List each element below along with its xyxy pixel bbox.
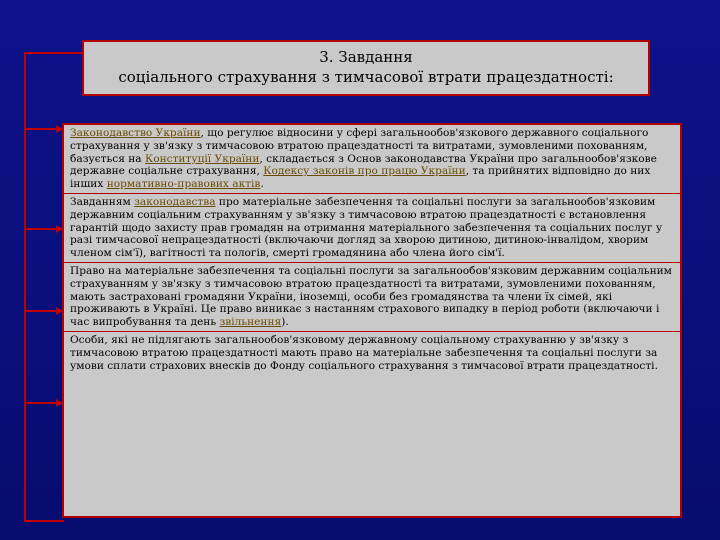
inline-link[interactable]: Кодексу законів про працю України [263, 165, 466, 178]
left-connector-top [24, 52, 84, 54]
paragraph-text: про матеріальне забезпечення та соціальні послуги за загальнообов'язковим державним соціальним страхуванням у зв'язку з тимчасовою втратою працездатності є встановлення гарантій щодо захисту прав громадян на отримання матеріального забезпечення та соціальних послуг у разі тимчасової непрацездатності (включаючи догляд за хворою дитиною, дитиною-інвалідом, хворим членом сім'ї), вагітності та пологів, смерті громадянина або члена його сім'ї. [70, 195, 663, 260]
inline-link[interactable]: звільнення [219, 316, 282, 329]
paragraph-text: , складається з Основ законодавства України про загальнообов'язкове державне соціальне страхування, [70, 152, 657, 178]
inline-link[interactable]: нормативно-правових актів [106, 178, 261, 191]
branch-bottom [24, 520, 64, 522]
inline-link[interactable]: Конституції України [145, 152, 260, 165]
paragraph-text: , що регулює відносини у сфері загальнообов'язкового державного соціального страхування у зв'язку з тимчасовою втратою працездатності та витратами, зумовленими похованням, базується на [70, 127, 649, 165]
paragraph-text: Особи, які не підлягають загальнообов'язковому державному соціальному страхуванню у зв'язку з тимчасовою втратою працездатності мають право на матеріальне забезпечення та соціальні послуги за умови сплати страхових внесків до Фонду соціального страхування з тимчасової втрати працездатності. [70, 333, 658, 372]
title-line-2: соціального страхування з тимчасової втрати працездатності: [118, 68, 614, 86]
paragraph-text: , та прийнятих відповідно до них інших [70, 165, 651, 191]
paragraph-item [64, 263, 680, 332]
content-panel [62, 123, 682, 518]
paragraph-text: Право на матеріальне забезпечення та соціальні послуги за загальнообов'язковим державним соціальним страхуванням у зв'язку з тимчасовою втратою працездатності та витратами, зумовленими похованням, мають застраховані громадяни України, іноземці, особи без громадянства та члени їх сімей, які проживають в Україні. Це право виникає з настанням страхового випадку в період роботи (включаючи і час випробування та день [70, 264, 672, 329]
slide-title [82, 40, 650, 96]
title-line-1: 3. Завдання [319, 48, 413, 66]
inline-link[interactable]: Законодавство України [70, 127, 201, 139]
inline-link[interactable]: законодавства [134, 195, 216, 208]
paragraph-text: . [260, 178, 264, 191]
paragraph-text: Завданням [70, 195, 135, 208]
paragraph-text: ). [281, 316, 289, 329]
paragraph-item [64, 332, 680, 374]
left-connector-vertical [24, 52, 26, 522]
paragraph-item [64, 125, 680, 194]
paragraph-item [64, 194, 680, 263]
